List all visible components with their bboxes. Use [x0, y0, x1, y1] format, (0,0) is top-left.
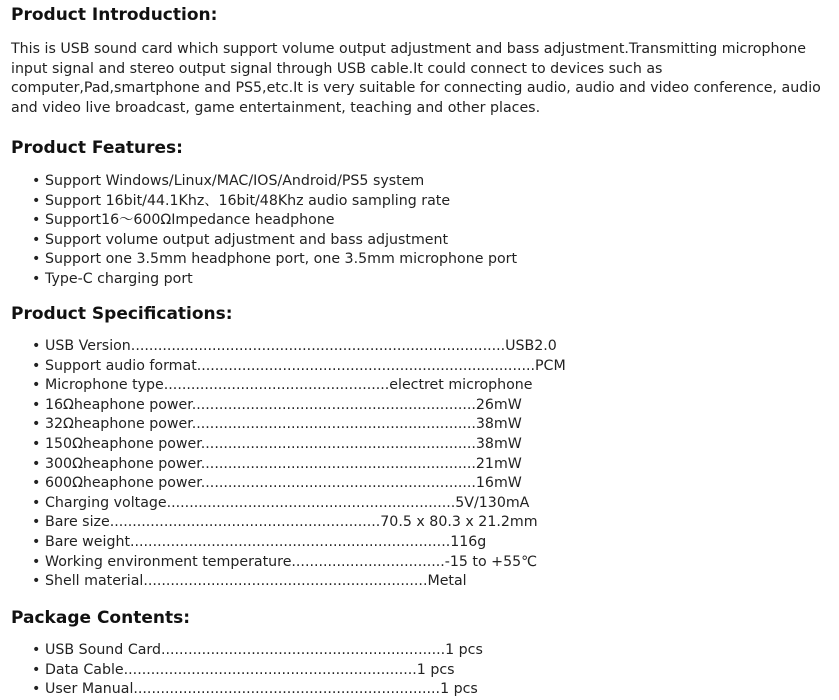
list-item: • Bare weight.......................................................................116g — [30, 533, 566, 553]
list-item: • Support one 3.5mm headphone port, one 3.5mm microphone port — [30, 250, 517, 270]
specs-heading: Product Specifications: — [11, 304, 233, 324]
list-item: • Data Cable.................................................................1 pcs — [30, 661, 483, 681]
list-item: • Charging voltage................................................................5V/130mA — [30, 494, 566, 514]
list-item: • 600Ωheaphone power.............................................................16mW — [30, 474, 566, 494]
specs-list — [30, 337, 566, 592]
list-item: • Shell material...............................................................Metal — [30, 572, 566, 592]
intro-heading: Product Introduction: — [11, 5, 218, 25]
list-item: • Support audio format...........................................................................PCM — [30, 357, 566, 377]
features-heading: Product Features: — [11, 138, 183, 158]
list-item: • 16Ωheaphone power...............................................................26mW — [30, 396, 566, 416]
package-list — [30, 641, 483, 700]
package-heading: Package Contents: — [11, 608, 191, 628]
list-item: • USB Sound Card...............................................................1 pcs — [30, 641, 483, 661]
features-list — [30, 172, 517, 290]
list-item: • Microphone type..................................................electret microphone — [30, 376, 566, 396]
intro-text: This is USB sound card which support volume output adjustment and bass adjustment.Transmitting microphone input signal and stereo output signal through USB cable.It could connect to devices such as computer,Pad,smartphone and PS5,etc.It is very suitable for connecting audio, audio and video conference, audio and video live broadcast, game entertainment, teaching and other places. — [11, 41, 821, 116]
list-item: • Support volume output adjustment and bass adjustment — [30, 231, 517, 251]
list-item: • Support16～600ΩImpedance headphone — [30, 211, 517, 231]
list-item: • Type-C charging port — [30, 270, 517, 290]
list-item: • User Manual....................................................................1 pcs — [30, 680, 483, 700]
list-item: • Bare size............................................................70.5 x 80.3 x 21.2mm — [30, 513, 566, 533]
list-item: • 150Ωheaphone power.............................................................38mW — [30, 435, 566, 455]
list-item: • Support Windows/Linux/MAC/IOS/Android/PS5 system — [30, 172, 517, 192]
list-item: • 300Ωheaphone power.............................................................21mW — [30, 455, 566, 475]
list-item: • 32Ωheaphone power...............................................................38mW — [30, 415, 566, 435]
list-item: • Working environment temperature..................................-15 to +55℃ — [30, 553, 566, 573]
list-item: • Support 16bit/44.1Khz、16bit/48Khz audio sampling rate — [30, 192, 517, 212]
list-item: • USB Version...................................................................................USB2.0 — [30, 337, 566, 357]
